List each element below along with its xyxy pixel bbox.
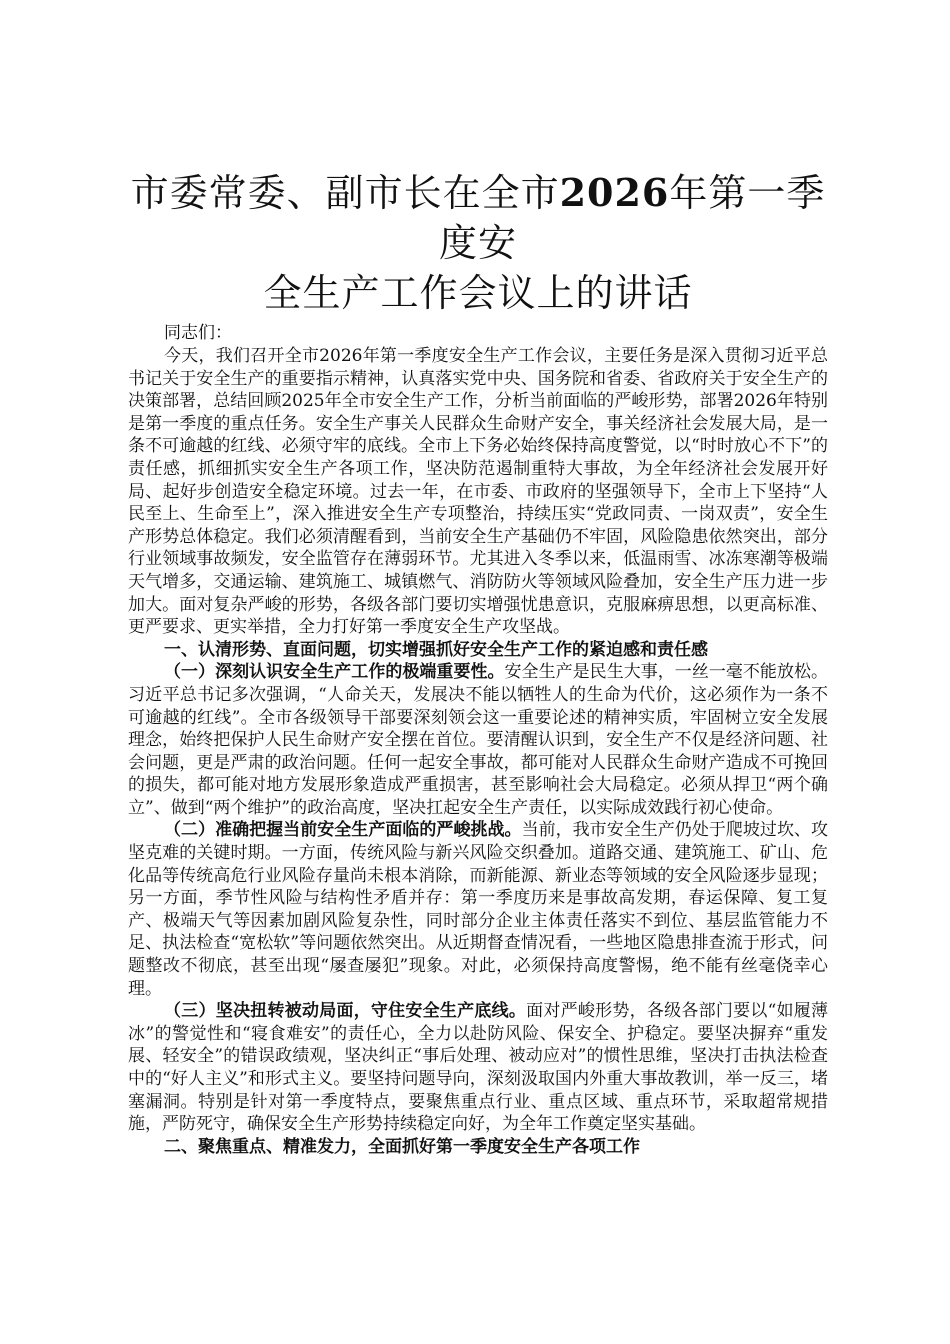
section-1-paragraph-1 <box>128 661 828 819</box>
paragraph-body: 安全生产是民生大事，一丝一毫不能放松。习近平总书记多次强调，“人命关天，发展决不能以牺牲人的生命为代价，这必须作为一条不可逾越的红线”。全市各级领导干部要深刻领会这一重要论述的精神实质，牢固树立安全发展理念，始终把保护人民生命财产安全摆在首位。要清醒认识到，安全生产不仅是经济问题、社会问题，更是严肃的政治问题。任何一起安全事故，都可能对人民群众生命财产造成不可挽回的损失，都可能对地方发展形象造成严重损害，甚至影响社会大局稳定。必须从捍卫“两个确立”、做到“两个维护”的政治高度，坚决扛起安全生产责任，以实际成效践行初心使命。 <box>128 662 829 818</box>
paragraph-body: 面对严峻形势，各级各部门要以“如履薄冰”的警觉性和“寝食难安”的责任心，全力以赴防风险、保安全、护稳定。要坚决摒弃“重发展、轻安全”的错误政绩观，坚决纠正“事后处理、被动应对”的惯性思维，坚决打击执法检查中的“好人主义”和形式主义。要坚持问题导向，深刻汲取国内外重大事故教训，举一反三，堵塞漏洞。特别是针对第一季度特点，要聚焦重点行业、重点区域、重点环节，采取超常规措施，严防死守，确保安全生产形势持续稳定向好，为全年工作奠定坚实基础。 <box>128 1001 828 1135</box>
intro-paragraph: 今天，我们召开全市2026年第一季度安全生产工作会议，主要任务是深入贯彻习近平总书记关于安全生产的重要指示精神，认真落实党中央、国务院和省委、省政府关于安全生产的决策部署，总结回顾2025年全市安全生产工作，分析当前面临的严峻形势，部署2026年特别是第一季度的重点任务。安全生产事关人民群众生命财产安全，事关经济社会发展大局，是一条不可逾越的红线、必须守牢的底线。全市上下务必始终保持高度警觉，以“时时放心不下”的责任感，抓细抓实安全生产各项工作，坚决防范遏制重特大事故，为全年经济社会发展开好局、起好步创造安全稳定环境。过去一年，在市委、市政府的坚强领导下，全市上下坚持“人民至上、生命至上”，深入推进安全生产专项整治，持续压实“党政同责、一岗双责”，安全生产形势总体稳定。我们必须清醒看到，当前安全生产基础仍不牢固，风险隐患依然突出，部分行业领域事故频发，安全监管存在薄弱环节。尤其进入冬季以来，低温雨雪、冰冻寒潮等极端天气增多，交通运输、建筑施工、城镇燃气、消防防火等领域风险叠加，安全生产压力进一步加大。面对复杂严峻的形势，各级各部门要切实增强忧患意识，克服麻痹思想，以更高标准、更严要求、更实举措，全力打好第一季度安全生产攻坚战。 <box>128 346 828 638</box>
section-1-paragraph-3 <box>128 1000 828 1136</box>
paragraph-lead: （二）准确把握当前安全生产面临的严峻挑战。 <box>164 820 522 841</box>
salutation: 同志们： <box>164 323 232 343</box>
document-title <box>128 168 828 318</box>
title-line1-post: 年第一季度安 <box>438 171 826 265</box>
paragraph-lead: （三）坚决扭转被动局面，守住安全生产底线。 <box>164 1001 527 1022</box>
title-line2: 全生产工作会议上的讲话 <box>263 271 693 315</box>
section-2-heading: 二、聚焦重点、精准发力，全面抓好第一季度安全生产各项工作 <box>164 1136 640 1157</box>
paragraph-lead: （一）深刻认识安全生产工作的极端重要性。 <box>164 662 505 683</box>
title-year: 2026 <box>559 170 670 215</box>
section-1-heading: 一、认清形势、直面问题，切实增强抓好安全生产工作的紧迫感和责任感 <box>164 639 708 660</box>
paragraph-body: 当前，我市安全生产仍处于爬坡过坎、攻坚克难的关键时期。一方面，传统风险与新兴风险交织叠加。道路交通、建筑施工、矿山、危化品等传统高危行业风险存量尚未根本消除，而新能源、新业态等领域的安全风险逐步显现；另一方面，季节性风险与结构性矛盾并存：第一季度历来是事故高发期，春运保障、复工复产、极端天气等因素加剧风险复杂性，同时部分企业主体责任落实不到位、基层监管能力不足、执法检查“宽松软”等问题依然突出。从近期督查情况看，一些地区隐患排查流于形式，问题整改不彻底，甚至出现“屡查屡犯”现象。对此，必须保持高度警惕，绝不能有丝毫侥幸心理。 <box>128 820 829 999</box>
document-page <box>128 168 828 1158</box>
title-line1-pre: 市委常委、副市长在全市 <box>130 171 560 215</box>
section-1-paragraph-2 <box>128 819 828 1000</box>
